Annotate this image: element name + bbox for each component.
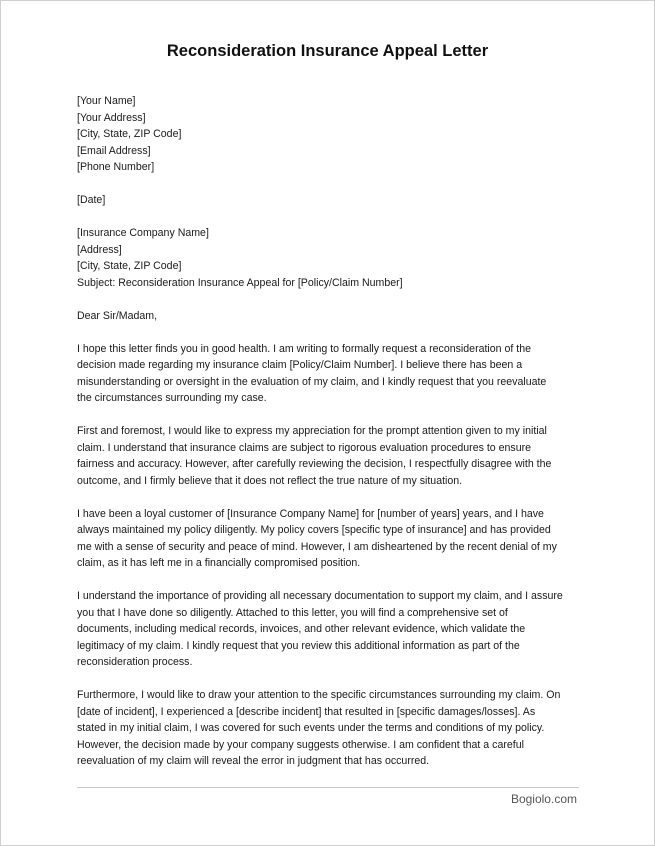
sender-name: [Your Name]	[77, 95, 136, 107]
document-title: Reconsideration Insurance Appeal Letter	[166, 42, 489, 60]
letter-date: [Date]	[77, 194, 106, 206]
paragraph-line: decision made regarding my insurance claim [Policy/Claim Number]. I believe there has been a	[77, 359, 523, 371]
footer-brand: Bogiolo.com	[510, 792, 577, 806]
recipient-address: [Address]	[77, 243, 122, 256]
paragraph	[77, 341, 575, 407]
paragraph-line: claim. I understand that insurance claims are subject to rigorous evaluation procedures to ensure	[77, 441, 532, 454]
footer-divider	[77, 787, 579, 788]
paragraph-line: misunderstanding or oversight in the evaluation of my claim, and I kindly request that you reevaluate	[77, 375, 547, 388]
letter-body	[77, 93, 575, 786]
recipient-company: [Insurance Company Name]	[77, 227, 209, 239]
paragraph-line: fairness and accuracy. However, after carefully reviewing the decision, I respectfully disagree with the	[77, 458, 552, 470]
paragraph-line: [date of incident], I experienced a [describe incident] that resulted in [specific damages/losses]. As	[77, 705, 536, 718]
paragraph-line: outcome, and I firmly believe that it does not reflect the true nature of my situation.	[77, 474, 463, 487]
paragraph-line: First and foremost, I would like to express my appreciation for the prompt attention given to my initial	[77, 425, 547, 437]
paragraph-line: However, the decision made by your company suggests otherwise. I am confident that a careful	[77, 738, 524, 751]
sender-address: [Your Address]	[77, 111, 146, 124]
paragraph	[77, 423, 575, 489]
sender-city-state-zip: [City, State, ZIP Code]	[77, 128, 182, 140]
paragraph-line: reconsideration process.	[77, 656, 193, 668]
paragraph-line: stated in my initial claim, I was covered for such events under the terms and conditions of my policy.	[77, 722, 545, 734]
recipient-city-state-zip: [City, State, ZIP Code]	[77, 260, 182, 272]
paragraph-line: I understand the importance of providing all necessary documentation to support my claim, and I assure	[77, 590, 563, 602]
subject-line: Subject: Reconsideration Insurance Appeal for [Policy/Claim Number]	[77, 276, 403, 289]
paragraph-line: reevaluation of my claim will reveal the error in judgment that has occurred.	[77, 755, 430, 767]
paragraph-line: the circumstances surrounding my case.	[77, 392, 267, 404]
salutation: Dear Sir/Madam,	[77, 309, 158, 322]
paragraph-line: me with a sense of security and peace of mind. However, I am disheartened by the recent denial of my	[77, 540, 557, 553]
sender-phone: [Phone Number]	[77, 161, 155, 173]
paragraph-line: documents, including medical records, invoices, and other relevant evidence, which validate the	[77, 623, 526, 635]
paragraph-line: you that I have done so diligently. Attached to this letter, you will find a comprehensive set of	[77, 606, 508, 619]
paragraph	[77, 687, 575, 770]
sender-email: [Email Address]	[77, 144, 151, 157]
paragraph	[77, 588, 575, 671]
paragraph-line: I have been a loyal customer of [Insurance Company Name] for [number of years] years, and I have	[77, 507, 544, 520]
recipient-block	[77, 225, 575, 291]
paragraph-line: always maintained my policy diligently. My policy covers [specific type of insurance] and has provided	[77, 524, 551, 536]
paragraph	[77, 506, 575, 572]
paragraph-line: legitimacy of my claim. I kindly request that you review this additional information as part of the	[77, 639, 520, 652]
paragraph-line: claim, as it has left me in a financially compromised position.	[77, 557, 361, 569]
sender-block	[77, 93, 575, 176]
paragraph-line: Furthermore, I would like to draw your attention to the specific circumstances surrounding my claim. On	[77, 689, 561, 701]
paragraph-line: I hope this letter finds you in good health. I am writing to formally request a reconsideration of the	[77, 342, 532, 355]
